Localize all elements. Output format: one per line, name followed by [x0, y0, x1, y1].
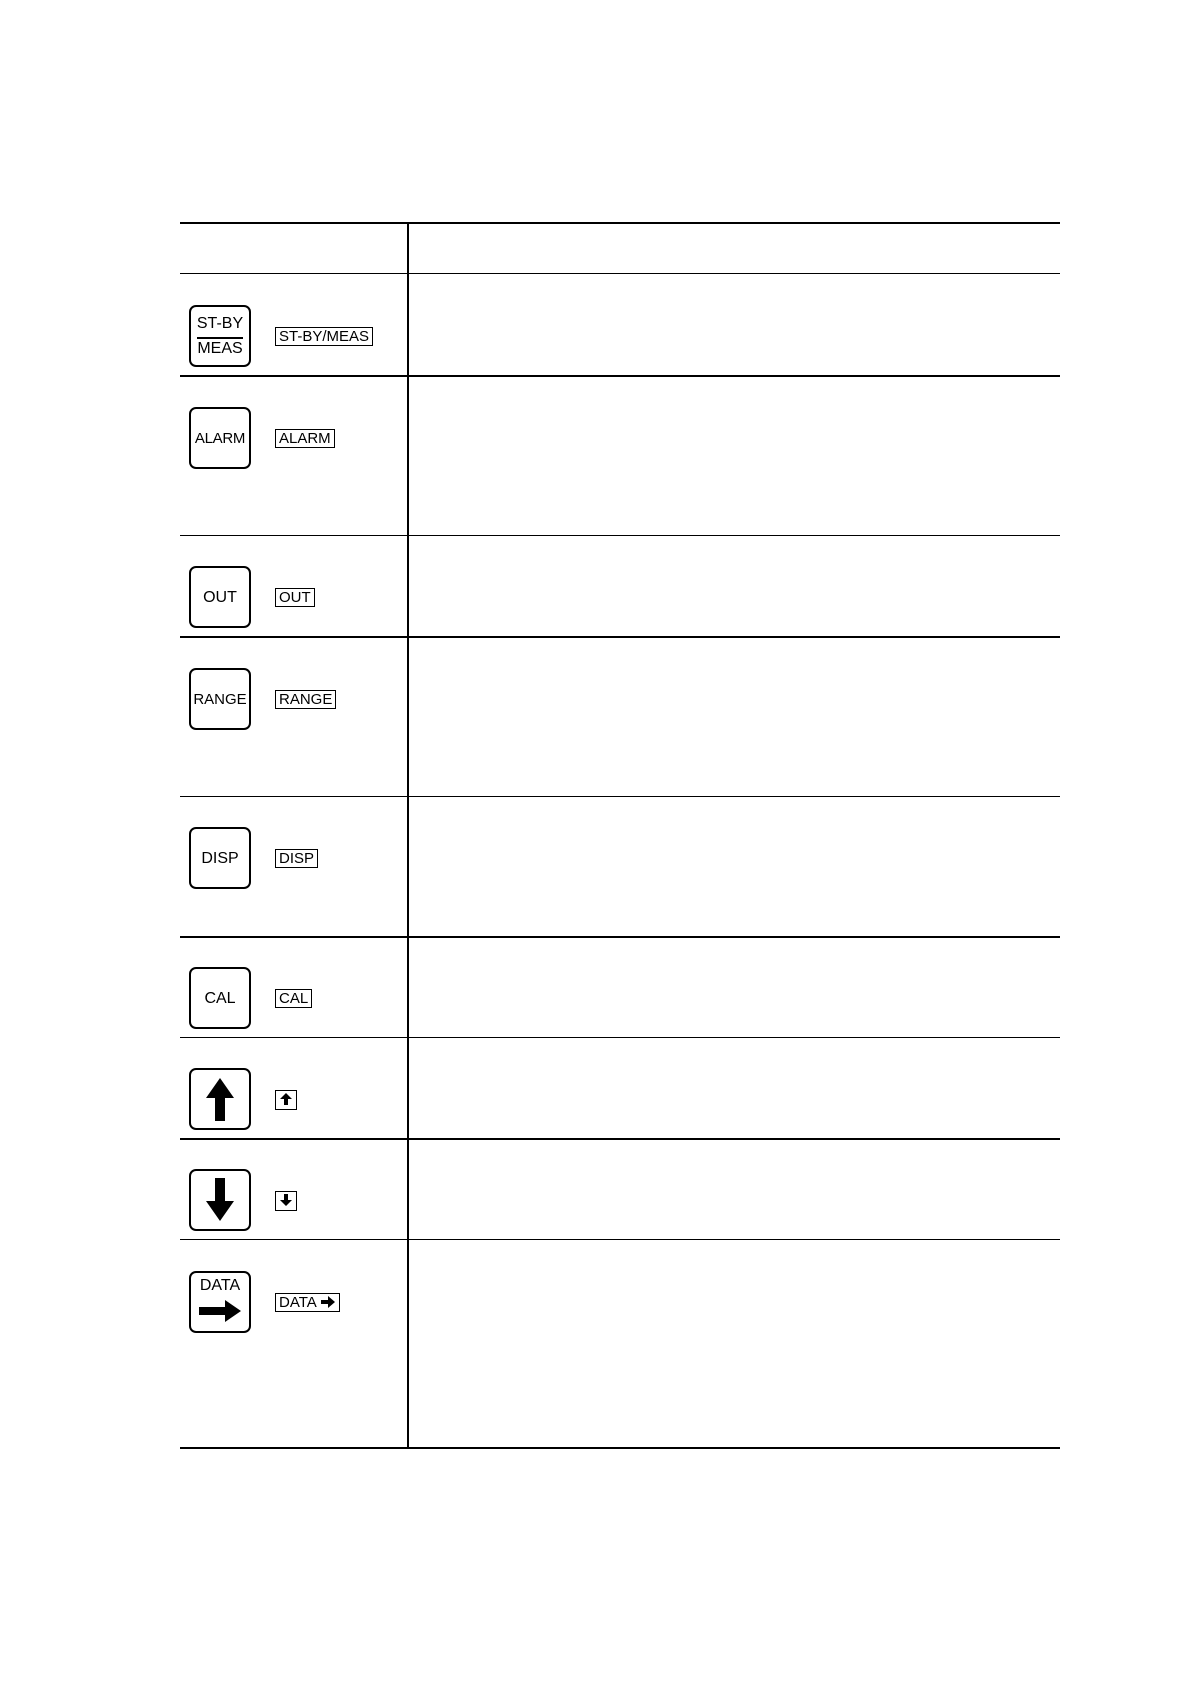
- row-divider: [180, 535, 1060, 536]
- column-divider: [407, 222, 409, 1449]
- disp-label: DISP: [275, 849, 318, 868]
- right-arrow-icon: [191, 1297, 249, 1327]
- down-arrow-icon: [278, 1193, 294, 1207]
- key-description-table: [180, 222, 1060, 1449]
- alarm-key[interactable]: [189, 407, 251, 469]
- key-text-top: ST-BY: [196, 315, 244, 332]
- table-top-border: [180, 222, 1060, 224]
- disp-key[interactable]: [189, 827, 251, 889]
- up-arrow-icon: [278, 1092, 294, 1106]
- alarm-label: ALARM: [275, 429, 335, 448]
- stby-meas-label: ST-BY/MEAS: [275, 327, 373, 346]
- table-bottom-border: [180, 1447, 1060, 1449]
- up-label: [275, 1090, 297, 1110]
- out-label: OUT: [275, 588, 315, 607]
- key-divider: [197, 337, 243, 339]
- key-text-bottom: MEAS: [197, 340, 243, 357]
- row-divider: [180, 1037, 1060, 1038]
- data-label: [275, 1293, 340, 1312]
- right-arrow-icon: [320, 1296, 336, 1308]
- up-arrow-icon: [191, 1070, 249, 1128]
- out-key[interactable]: [189, 566, 251, 628]
- down-key[interactable]: [189, 1169, 251, 1231]
- row-divider: [180, 636, 1060, 638]
- down-arrow-icon: [191, 1171, 249, 1229]
- range-key[interactable]: [189, 668, 251, 730]
- header-divider: [180, 273, 1060, 274]
- key-text: RANGE: [193, 691, 247, 708]
- row-divider: [180, 375, 1060, 377]
- cal-label: CAL: [275, 989, 312, 1008]
- data-label-text: DATA: [279, 1294, 316, 1311]
- row-divider: [180, 1239, 1060, 1240]
- cal-key[interactable]: [189, 967, 251, 1029]
- range-label: RANGE: [275, 690, 336, 709]
- key-text: DATA: [199, 1277, 241, 1294]
- down-label: [275, 1191, 297, 1211]
- row-divider: [180, 1138, 1060, 1140]
- row-divider: [180, 936, 1060, 938]
- up-key[interactable]: [189, 1068, 251, 1130]
- key-text: DISP: [201, 850, 239, 867]
- key-text: OUT: [203, 589, 237, 606]
- data-key[interactable]: [189, 1271, 251, 1333]
- row-divider: [180, 796, 1060, 797]
- key-text: ALARM: [194, 430, 246, 447]
- key-text: CAL: [204, 990, 236, 1007]
- stby-meas-key[interactable]: [189, 305, 251, 367]
